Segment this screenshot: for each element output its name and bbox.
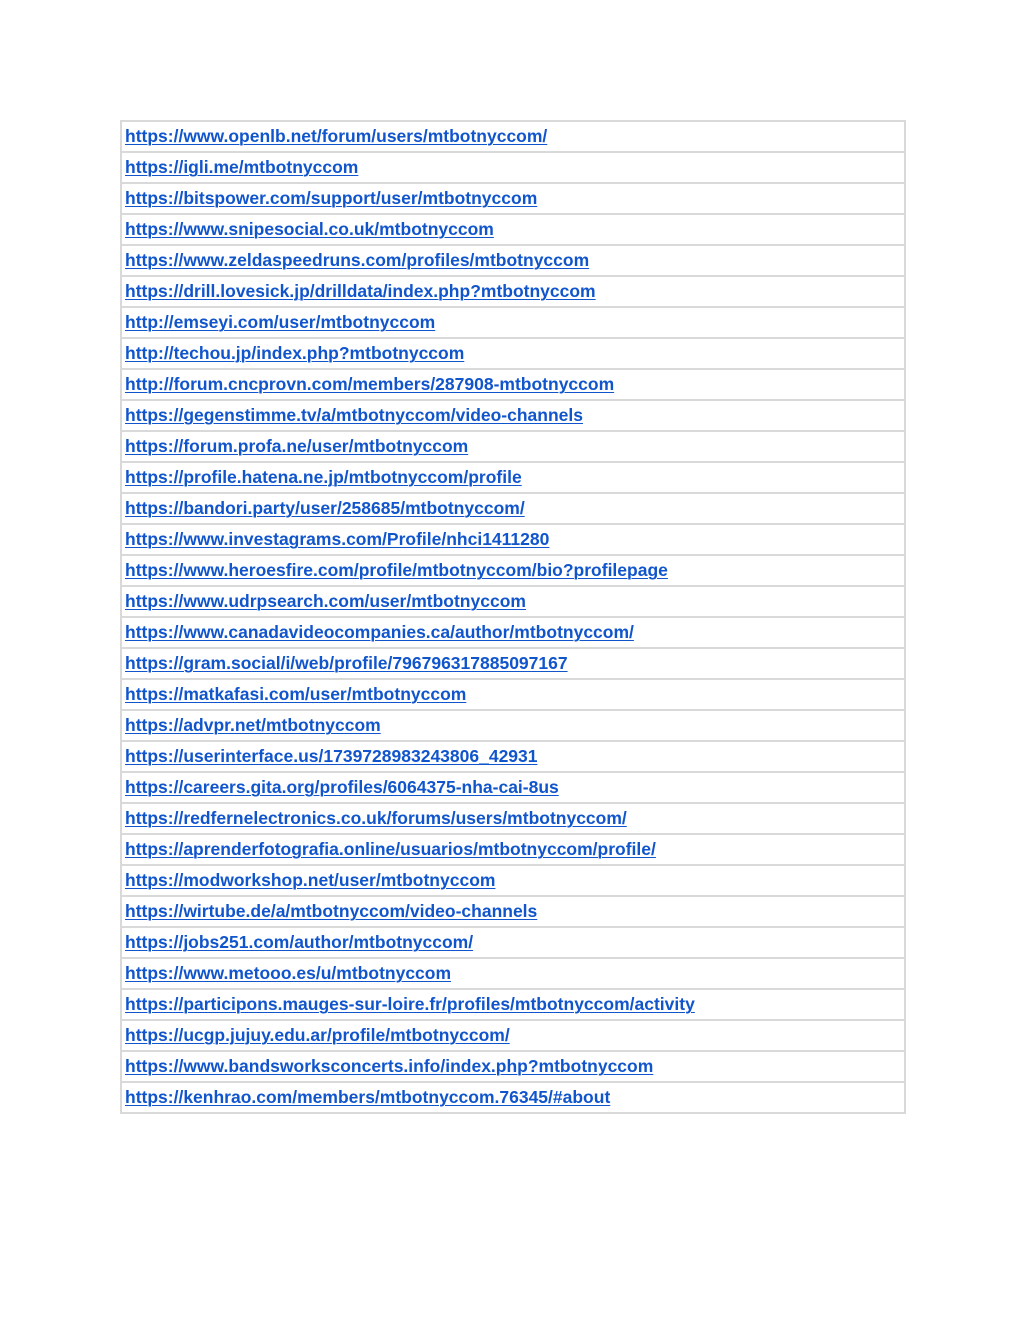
table-row (121, 245, 905, 276)
links-table (120, 120, 906, 1114)
url-link[interactable]: https://matkafasi.com/user/mtbotnyccom (125, 684, 467, 704)
table-cell (121, 648, 905, 679)
url-link[interactable]: https://forum.profa.ne/user/mtbotnyccom (125, 436, 469, 456)
table-cell (121, 679, 905, 710)
table-row (121, 710, 905, 741)
table-row (121, 369, 905, 400)
url-link[interactable]: https://www.bandsworksconcerts.info/index.php?mtbotnyccom (125, 1056, 654, 1076)
table-cell (121, 865, 905, 896)
table-cell (121, 586, 905, 617)
url-link[interactable]: https://kenhrao.com/members/mtbotnyccom.76345/#about (125, 1087, 611, 1107)
table-cell (121, 121, 905, 152)
table-cell (121, 152, 905, 183)
table-row (121, 648, 905, 679)
table-row (121, 338, 905, 369)
table-cell (121, 958, 905, 989)
table-cell (121, 369, 905, 400)
url-link[interactable]: https://www.zeldaspeedruns.com/profiles/mtbotnyccom (125, 250, 590, 270)
url-link[interactable]: http://emseyi.com/user/mtbotnyccom (125, 312, 436, 332)
table-row (121, 183, 905, 214)
table-row (121, 1051, 905, 1082)
url-link[interactable]: https://careers.gita.org/profiles/6064375-nha-cai-8us (125, 777, 559, 797)
table-cell (121, 1082, 905, 1113)
table-cell (121, 1051, 905, 1082)
url-link[interactable]: https://wirtube.de/a/mtbotnyccom/video-channels (125, 901, 538, 921)
url-link[interactable]: https://www.openlb.net/forum/users/mtbotnyccom/ (125, 126, 548, 146)
table-row (121, 152, 905, 183)
table-row (121, 679, 905, 710)
table-cell (121, 214, 905, 245)
table-row (121, 958, 905, 989)
url-link[interactable]: https://jobs251.com/author/mtbotnyccom/ (125, 932, 474, 952)
url-link[interactable]: http://forum.cncprovn.com/members/287908-mtbotnyccom (125, 374, 615, 394)
table-row (121, 462, 905, 493)
url-link[interactable]: https://gegenstimme.tv/a/mtbotnyccom/video-channels (125, 405, 583, 425)
url-link[interactable]: https://userinterface.us/1739728983243806_42931 (125, 746, 538, 766)
table-row (121, 927, 905, 958)
table-cell (121, 431, 905, 462)
table-cell (121, 927, 905, 958)
table-row (121, 989, 905, 1020)
url-link[interactable]: https://www.canadavideocompanies.ca/author/mtbotnyccom/ (125, 622, 634, 642)
table-cell (121, 338, 905, 369)
url-link[interactable]: https://www.heroesfire.com/profile/mtbotnyccom/bio?profilepage (125, 560, 668, 580)
table-row (121, 555, 905, 586)
links-table-body (121, 121, 905, 1113)
table-cell (121, 834, 905, 865)
table-row (121, 1020, 905, 1051)
url-link[interactable]: https://modworkshop.net/user/mtbotnyccom (125, 870, 496, 890)
table-row (121, 896, 905, 927)
table-cell (121, 400, 905, 431)
table-cell (121, 772, 905, 803)
table-cell (121, 183, 905, 214)
url-link[interactable]: https://gram.social/i/web/profile/796796317885097167 (125, 653, 568, 673)
table-row (121, 803, 905, 834)
table-row (121, 214, 905, 245)
table-cell (121, 462, 905, 493)
table-cell (121, 493, 905, 524)
url-link[interactable]: https://profile.hatena.ne.jp/mtbotnyccom/profile (125, 467, 522, 487)
table-cell (121, 1020, 905, 1051)
table-cell (121, 555, 905, 586)
table-row (121, 865, 905, 896)
url-link[interactable]: https://bandori.party/user/258685/mtbotnyccom/ (125, 498, 525, 518)
table-row (121, 772, 905, 803)
table-cell (121, 896, 905, 927)
table-cell (121, 710, 905, 741)
table-row (121, 276, 905, 307)
table-cell (121, 741, 905, 772)
url-link[interactable]: https://igli.me/mtbotnyccom (125, 157, 359, 177)
table-row (121, 400, 905, 431)
table-row (121, 834, 905, 865)
url-link[interactable]: https://www.investagrams.com/Profile/nhci1411280 (125, 529, 550, 549)
url-link[interactable]: https://www.snipesocial.co.uk/mtbotnyccom (125, 219, 494, 239)
table-row (121, 307, 905, 338)
table-row (121, 741, 905, 772)
url-link[interactable]: https://bitspower.com/support/user/mtbotnyccom (125, 188, 538, 208)
table-row (121, 617, 905, 648)
table-cell (121, 617, 905, 648)
table-row (121, 586, 905, 617)
url-link[interactable]: https://www.metooo.es/u/mtbotnyccom (125, 963, 452, 983)
url-link[interactable]: https://aprenderfotografia.online/usuarios/mtbotnyccom/profile/ (125, 839, 656, 859)
table-row (121, 431, 905, 462)
table-cell (121, 307, 905, 338)
url-link[interactable]: https://advpr.net/mtbotnyccom (125, 715, 381, 735)
table-row (121, 524, 905, 555)
table-cell (121, 245, 905, 276)
table-cell (121, 803, 905, 834)
url-link[interactable]: https://redfernelectronics.co.uk/forums/users/mtbotnyccom/ (125, 808, 627, 828)
url-link[interactable]: https://ucgp.jujuy.edu.ar/profile/mtbotnyccom/ (125, 1025, 510, 1045)
table-row (121, 1082, 905, 1113)
table-cell (121, 276, 905, 307)
url-link[interactable]: https://www.udrpsearch.com/user/mtbotnyccom (125, 591, 526, 611)
url-link[interactable]: https://participons.mauges-sur-loire.fr/profiles/mtbotnyccom/activity (125, 994, 695, 1014)
table-row (121, 493, 905, 524)
url-link[interactable]: https://drill.lovesick.jp/drilldata/index.php?mtbotnyccom (125, 281, 596, 301)
table-row (121, 121, 905, 152)
table-cell (121, 524, 905, 555)
url-link[interactable]: http://techou.jp/index.php?mtbotnyccom (125, 343, 465, 363)
table-cell (121, 989, 905, 1020)
